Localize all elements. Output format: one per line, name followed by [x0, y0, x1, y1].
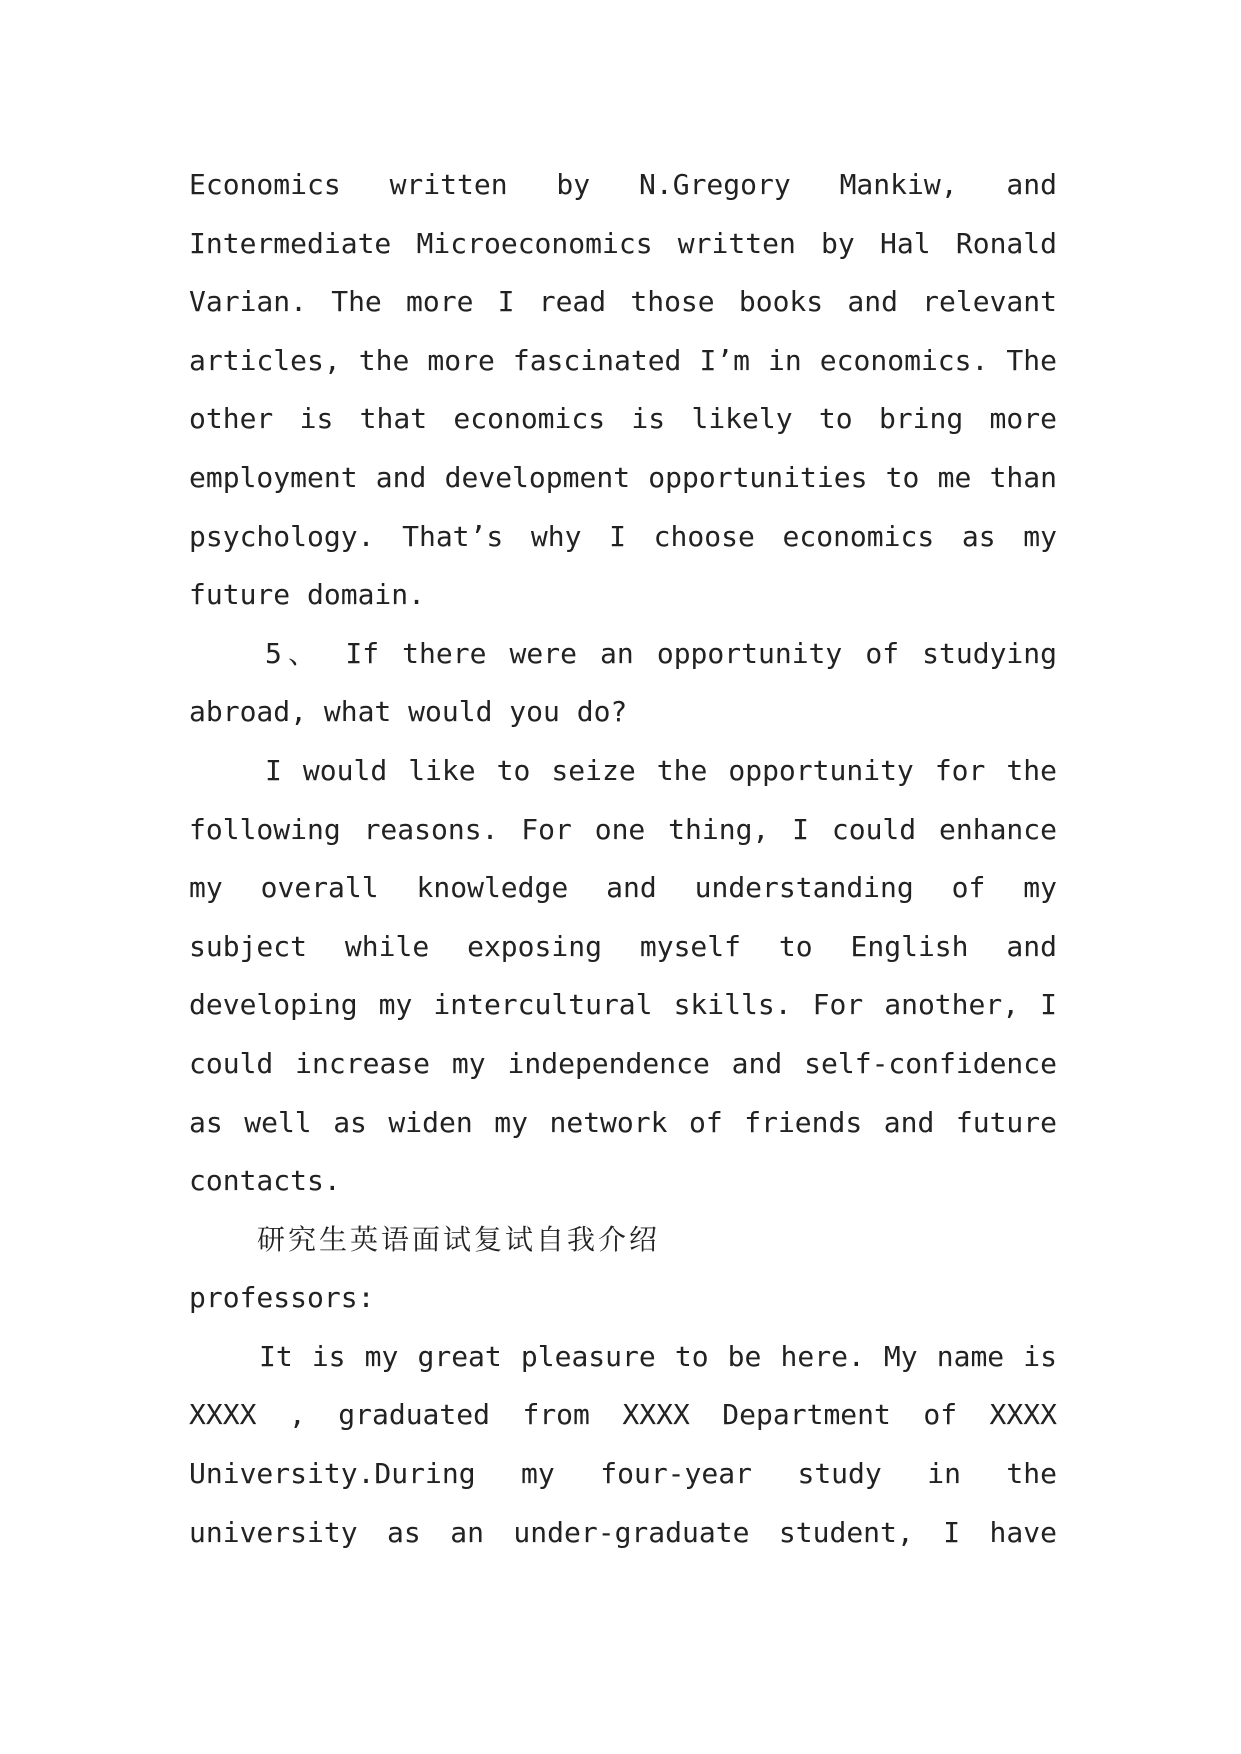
document-body	[189, 156, 1057, 1562]
text-line: university as an under-graduate student, I have	[189, 1515, 1057, 1549]
text-line: Varian. The more I read those books and relevant	[189, 285, 1057, 319]
text-line: psychology. That’s why I choose economics as my	[189, 519, 1057, 553]
text-line: professors:	[189, 1281, 375, 1315]
text-line: University.During my four-year study in the	[189, 1457, 1057, 1491]
text-line: Economics written by N.Gregory Mankiw, and	[189, 168, 1057, 201]
text-line: XXXX , graduated from XXXX Department of XXXX	[189, 1398, 1057, 1432]
text-line: articles, the more fascinated I’m in economics. The	[189, 343, 1057, 377]
text-line: contacts.	[189, 1164, 341, 1198]
text-line: other is that economics is likely to bring more	[189, 402, 1057, 436]
text-line: could increase my independence and self-confidence	[189, 1046, 1057, 1080]
text-line: following reasons. For one thing, I could enhance	[189, 812, 1057, 846]
text-line: subject while exposing myself to English and	[189, 929, 1057, 963]
question-heading: 5、 If there were an opportunity of studying	[265, 636, 1057, 670]
text-line: as well as widen my network of friends and future	[189, 1105, 1057, 1139]
text-line: future domain.	[189, 578, 426, 612]
text-line: employment and development opportunities to me than	[189, 460, 1057, 494]
text-line: abroad, what would you do?	[189, 695, 628, 729]
text-line: developing my intercultural skills. For another, I	[189, 988, 1057, 1022]
text-line: my overall knowledge and understanding of my	[189, 871, 1057, 905]
text-line: Intermediate Microeconomics written by Hal Ronald	[189, 226, 1057, 260]
section-title: 研究生英语面试复试自我介绍	[257, 1222, 661, 1256]
text-line: I would like to seize the opportunity for the	[265, 753, 1057, 787]
text-line: It is my great pleasure to be here. My name is	[259, 1339, 1057, 1373]
